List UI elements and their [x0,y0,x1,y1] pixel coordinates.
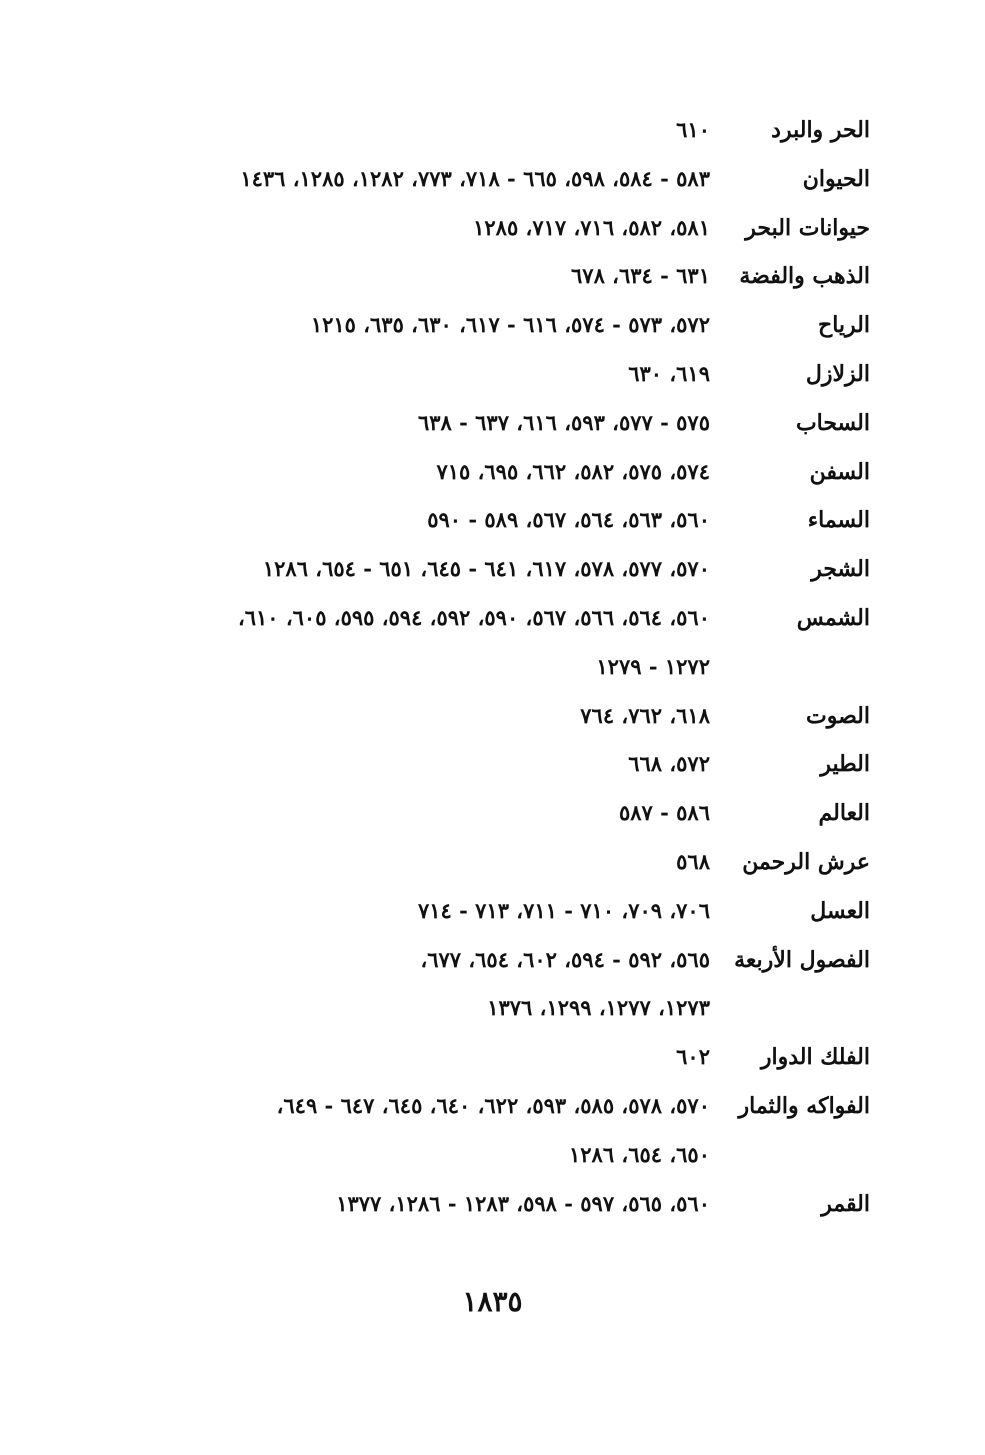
entry-pages: ٥٦٥، ٥٩٢ - ٥٩٤، ٦٠٢، ٦٥٤، ٦٧٧، [420,946,710,972]
entry-term: الشمس [796,605,870,631]
entry-pages: ٦٣١ - ٦٣٤، ٦٧٨ [571,263,710,289]
entry-pages: ٥٨١، ٥٨٢، ٧١٦، ٧١٧، ١٢٨٥ [473,214,710,240]
entry-term: الصوت [806,702,870,729]
entry-term: الفصول الأربعة [734,946,870,973]
entry-pages: ٧٠٦، ٧٠٩، ٧١٠ - ٧١١، ٧١٣ - ٧١٤ [417,897,710,923]
page-number: ١٨٣٥ [462,1285,523,1318]
index-entry [60,645,870,689]
index-entry [60,938,870,982]
entry-term: العسل [810,897,870,924]
entry-pages: ٥٧٢، ٥٧٣ - ٥٧٤، ٦١٦ - ٦١٧، ٦٣٠، ٦٣٥، ١٢١٥ [310,312,710,338]
entry-term: الفلك الدوار [760,1044,870,1071]
entry-term: عرش الرحمن [742,849,870,875]
entry-term: الحيوان [802,165,870,192]
entry-pages: ٥٧٢، ٦٦٨ [628,751,710,777]
entry-term: السماء [807,507,870,534]
entry-pages: ٥٨٦ - ٥٨٧ [618,800,710,826]
entry-pages: ٦٠٢ [676,1044,710,1070]
index-entry [60,254,870,298]
index-entry [60,840,870,884]
entry-pages: ٦٥٠، ٦٥٤، ١٢٨٦ [569,1141,710,1167]
entry-pages: ٦١٩، ٦٣٠ [628,361,710,386]
index-entry [60,986,870,1030]
entry-pages: ٥٧٠، ٥٧٧، ٥٧٨، ٦١٧، ٦٤١ - ٦٤٥، ٦٥١ - ٦٥٤، ١٢٨٦ [262,556,710,582]
index-entry [60,1035,870,1079]
entry-pages: ٥٨٣ - ٥٨٤، ٥٩٨، ٦٦٥ - ٧١٨، ٧٧٣، ١٢٨٢، ١٢٨٥، ١٤٣٦ [240,165,710,191]
entry-term: حيوانات البحر [745,214,870,241]
entry-pages: ٥٦٠، ٥٦٣، ٥٦٤، ٥٦٧، ٥٨٩ - ٥٩٠ [427,507,710,533]
index-entry [60,450,870,494]
index-entry [60,498,870,542]
index-entry [60,889,870,933]
index-entry [60,157,870,201]
entry-term: الزلازل [805,361,870,387]
index-entry [60,1133,870,1177]
entry-pages: ٥٧٤، ٥٧٥، ٥٨٢، ٦٦٢، ٦٩٥، ٧١٥ [436,458,710,484]
index-entry [60,694,870,738]
index-entry [60,303,870,347]
entry-term: الفواكه والثمار [738,1093,870,1119]
entry-term: الرياح [818,312,870,339]
entry-pages: ٥٧٠، ٥٧٨، ٥٨٥، ٥٩٣، ٦٢٢، ٦٤٠، ٦٤٥، ٦٤٧ - ٦٤٩، [276,1093,710,1118]
entry-term: السحاب [795,409,870,436]
index-entry [60,1182,870,1226]
entry-term: القمر [821,1190,870,1217]
entry-pages: ٦١٨، ٧٦٢، ٧٦٤ [580,702,710,728]
entry-pages: ٥٦٠، ٥٦٥، ٥٩٧ - ٥٩٨، ١٢٨٣ - ١٢٨٦، ١٣٧٧ [336,1190,710,1216]
index-entry [60,1084,870,1128]
index-entry [60,206,870,250]
entry-pages: ٦١٠ [676,117,710,142]
index-entry [60,547,870,591]
entry-pages: ٥٧٥ - ٥٧٧، ٥٩٣، ٦١٦، ٦٣٧ - ٦٣٨ [417,409,710,435]
index-entry [60,108,870,152]
index-entry [60,401,870,445]
index-entry [60,791,870,835]
entry-pages: ١٢٧٢ - ١٢٧٩ [596,653,710,679]
index-entry [60,596,870,640]
index-entry [60,742,870,786]
entry-term: العالم [818,800,870,827]
entry-term: الذهب والفضة [739,263,870,290]
entry-term: الطير [820,751,870,778]
entry-term: السفن [809,458,870,485]
entry-term: الحر والبرد [771,117,870,143]
entry-pages: ١٢٧٣، ١٢٧٧، ١٢٩٩، ١٣٧٦ [487,995,710,1021]
entry-pages: ٥٦٨ [676,849,710,874]
index-entry [60,352,870,396]
entry-pages: ٥٦٠، ٥٦٤، ٥٦٦، ٥٦٧، ٥٩٠، ٥٩٢، ٥٩٤، ٥٩٥، ٦٠٥، ٦١٠، [237,605,710,630]
entry-term: الشجر [811,556,870,583]
